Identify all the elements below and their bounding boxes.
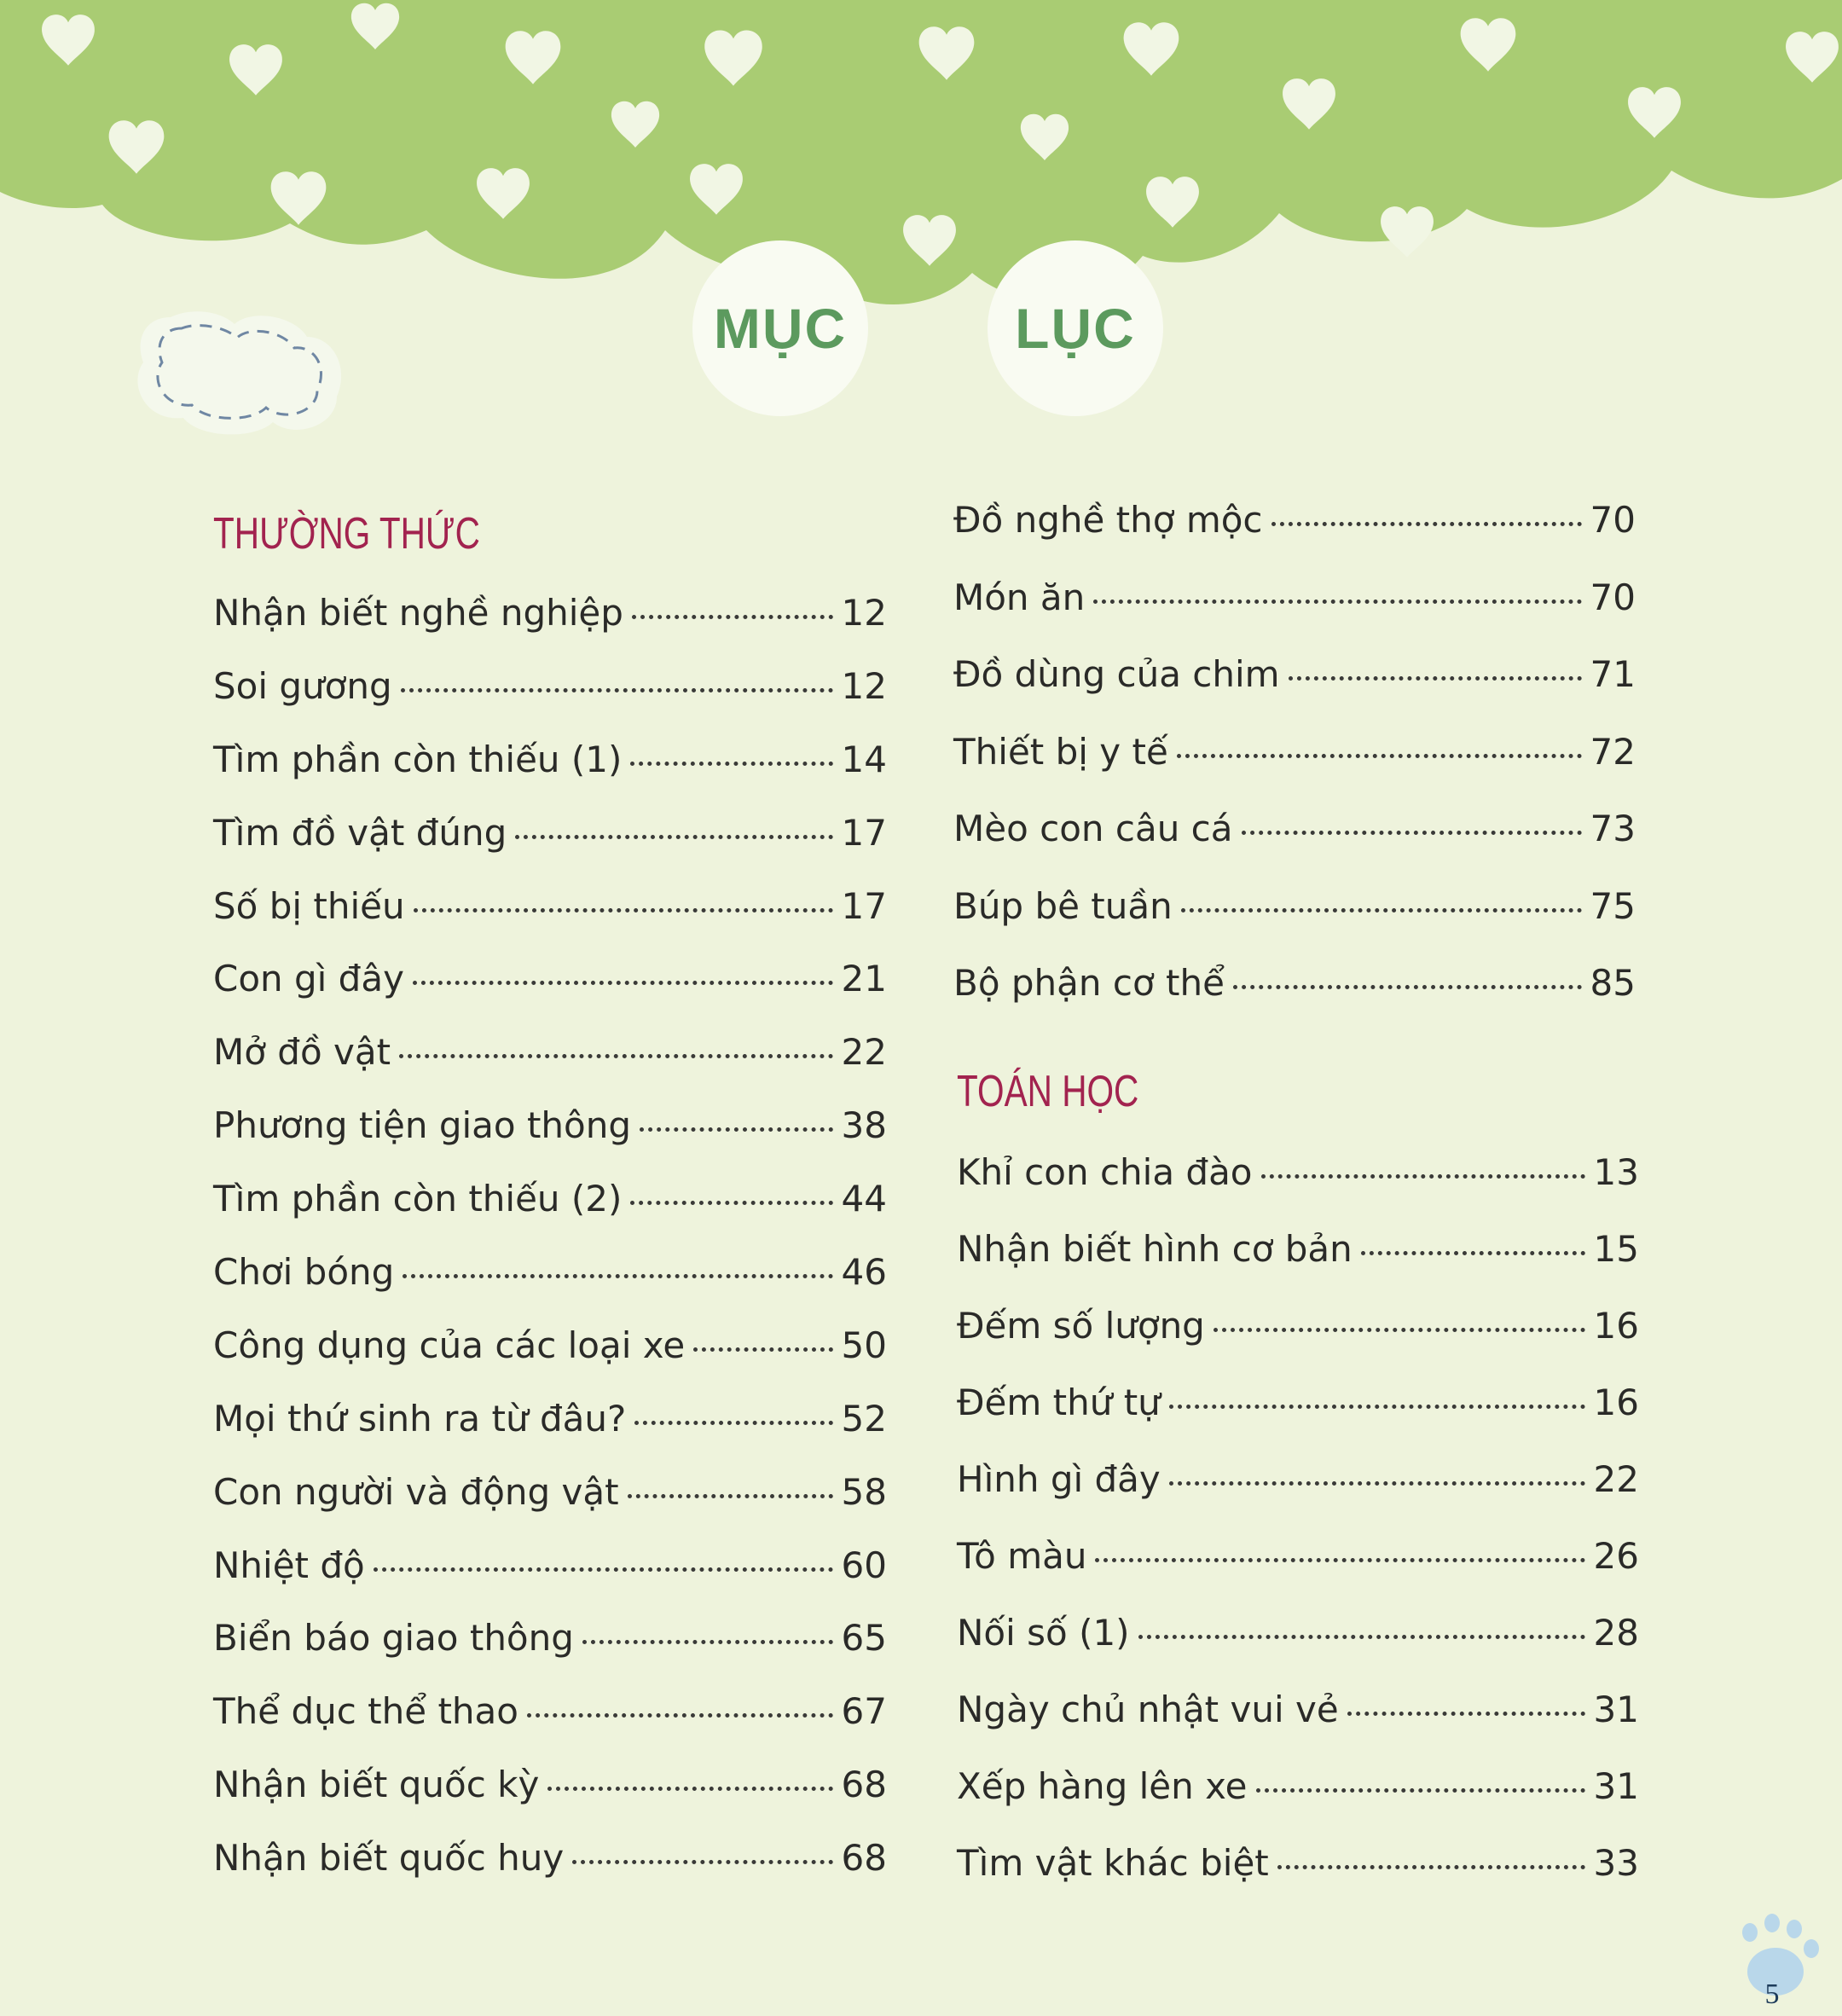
toc-entry-page: 75 [1590,884,1636,927]
toc-entry-page: 73 [1590,808,1636,849]
dot-leader [401,688,833,692]
toc-entry [213,1617,887,1690]
toc-entry-title: Nhận biết quốc huy [213,1837,565,1880]
toc-entry-page: 16 [1593,1305,1639,1347]
dot-leader [1093,600,1581,604]
toc-entry-page: 21 [841,958,887,1000]
toc-entry-title: Biển báo giao thông [213,1617,574,1660]
toc-entry-title: Soi gương [213,664,392,707]
toc-entry-page: 70 [1590,499,1636,541]
toc-entry-page: 71 [1590,653,1636,695]
dot-leader [630,1201,832,1205]
toc-entry-title: Ngày chủ nhật vui vẻ [957,1689,1339,1730]
toc-entry-page: 67 [841,1690,887,1733]
toc-entry [213,592,887,665]
toc-entry-page: 46 [841,1251,887,1294]
toc-entry-title: Món ăn [953,576,1086,618]
toc-entry-page: 22 [1593,1458,1639,1500]
toc-entry [953,962,1636,1040]
dot-leader [1233,985,1582,989]
title-part-2: LỤC [1015,297,1136,360]
toc-entry [953,885,1636,963]
toc-entry-page: 33 [1593,1842,1639,1884]
dot-leader [399,1054,832,1058]
toc-entry [957,1305,1639,1382]
toc-entry-title: Đếm số lượng [957,1305,1205,1347]
toc-entry [957,1689,1639,1765]
toc-entry-page: 58 [841,1470,887,1513]
toc-entry-page: 72 [1590,730,1636,773]
toc-entry-page: 26 [1593,1535,1639,1577]
toc-entry [213,1031,887,1104]
toc-entry [213,885,887,959]
toc-list-thuong-thuc-continued [953,499,1636,1040]
toc-entry [953,576,1636,654]
toc-entry [213,1471,887,1544]
dot-leader [1347,1712,1585,1716]
dot-leader [1271,522,1582,526]
toc-entry-page: 60 [841,1544,887,1586]
title-circle-luc [988,240,1163,416]
toc-entry-page: 13 [1593,1151,1639,1193]
dashed-cloud-icon [137,311,341,434]
toc-entry-page: 28 [1593,1612,1639,1654]
toc-list-toan-hoc [957,1151,1639,1919]
toc-entry-page: 85 [1590,962,1636,1004]
dot-leader [1256,1788,1585,1793]
dot-leader [628,1494,833,1498]
toc-entry [957,1382,1639,1458]
dot-leader [374,1567,833,1572]
toc-entry-page: 22 [841,1031,887,1074]
toc-entry-title: Tìm vật khác biệt [957,1842,1269,1884]
toc-entry-title: Chơi bóng [213,1251,395,1294]
dot-leader [634,1421,832,1425]
toc-entry [213,1251,887,1324]
toc-entry [953,808,1636,885]
toc-entry-page: 16 [1593,1382,1639,1423]
toc-entry-page: 15 [1593,1228,1639,1270]
dot-leader [572,1860,832,1864]
toc-entry [957,1842,1639,1919]
toc-entry-page: 12 [841,592,887,634]
toc-entry-title: Mèo con câu cá [953,808,1233,849]
dot-leader [1177,754,1582,758]
dot-leader [1361,1251,1585,1255]
toc-entry-title: Con người và động vật [213,1470,619,1513]
toc-entry-page: 65 [841,1617,887,1660]
toc-entry-title: Khỉ con chia đào [957,1151,1253,1193]
dot-leader [1261,1174,1585,1179]
toc-entry-page: 68 [841,1764,887,1806]
dot-leader [582,1640,833,1644]
toc-entry [213,1178,887,1251]
toc-entry [213,1690,887,1764]
toc-entry-title: Nhận biết quốc kỳ [213,1764,540,1806]
toc-entry [213,1544,887,1618]
toc-entry [213,1398,887,1471]
dot-leader [1138,1635,1585,1639]
toc-entry-page: 38 [841,1104,887,1147]
toc-entry [213,812,887,885]
toc-entry-title: Tìm phần còn thiếu (2) [213,1178,623,1220]
toc-entry-title: Thể dục thể thao [213,1690,518,1733]
toc-entry [213,739,887,812]
toc-entry-page: 31 [1593,1689,1639,1730]
toc-entry [957,1612,1639,1689]
toc-entry-page: 50 [841,1324,887,1366]
section-title-toan-hoc: TOÁN HỌC [957,1067,1139,1116]
toc-entry [213,1764,887,1837]
dot-leader [630,762,832,766]
toc-entry-title: Búp bê tuần [953,884,1173,927]
title-circle-muc [692,240,868,416]
toc-entry-title: Công dụng của các loại xe [213,1324,686,1366]
toc-entry-title: Bộ phận cơ thể [953,962,1225,1004]
dot-leader [403,1274,832,1278]
toc-entry-title: Thiết bị y tế [953,730,1168,773]
toc-entry-page: 17 [841,811,887,854]
toc-entry-page: 31 [1593,1765,1639,1807]
toc-entry-page: 12 [841,664,887,707]
toc-entry-title: Mọi thứ sinh ra từ đâu? [213,1397,627,1440]
toc-entry-title: Đồ dùng của chim [953,653,1280,695]
toc-entry-page: 17 [841,884,887,927]
toc-entry-title: Đếm thứ tự [957,1382,1161,1423]
toc-entry [213,665,887,739]
toc-entry-title: Con gì đây [213,958,404,1000]
toc-entry [957,1458,1639,1535]
toc-entry-page: 14 [841,738,887,780]
dot-leader [1181,908,1582,912]
toc-entry [213,1324,887,1398]
dot-leader [527,1713,833,1718]
toc-list-thuong-thuc [213,592,887,1910]
toc-entry [957,1228,1639,1305]
dot-leader [640,1127,833,1132]
toc-entry-title: Mở đồ vật [213,1031,391,1074]
toc-entry-title: Nhận biết hình cơ bản [957,1228,1353,1270]
dot-leader [1242,831,1582,835]
dot-leader [1214,1328,1585,1332]
dot-leader [1277,1865,1585,1869]
toc-entry [957,1151,1639,1228]
toc-entry-title: Đồ nghề thợ mộc [953,499,1263,541]
dot-leader [693,1347,832,1352]
toc-entry-page: 70 [1590,576,1636,618]
toc-entry [953,731,1636,808]
toc-entry [213,1104,887,1178]
toc-entry-page: 68 [841,1837,887,1880]
toc-entry-title: Tìm phần còn thiếu (1) [213,738,623,780]
section-title-thuong-thuc: THƯỜNG THỨC [213,509,480,559]
toc-entry-title: Hình gì đây [957,1458,1161,1500]
toc-entry-page: 44 [841,1178,887,1220]
toc-entry [213,1837,887,1910]
toc-entry-title: Nhận biết nghề nghiệp [213,592,623,634]
toc-entry-title: Xếp hàng lên xe [957,1765,1248,1807]
toc-entry [213,958,887,1031]
title-part-1: MỤC [713,297,848,360]
dot-leader [515,835,832,839]
dot-leader [413,981,833,985]
toc-entry [957,1765,1639,1842]
dot-leader [1169,1481,1585,1486]
toc-entry [957,1535,1639,1612]
toc-entry-title: Phương tiện giao thông [213,1104,632,1147]
dot-leader [547,1787,832,1791]
dot-leader [1095,1558,1584,1562]
toc-entry-title: Nhiệt độ [213,1544,365,1586]
toc-entry [953,653,1636,731]
dot-leader [414,908,833,912]
toc-entry-title: Nối số (1) [957,1612,1130,1654]
toc-entry-title: Số bị thiếu [213,884,405,927]
toc-entry-page: 52 [841,1397,887,1440]
dot-leader [1169,1405,1585,1409]
toc-entry-title: Tìm đồ vật đúng [213,811,507,854]
toc-entry [953,499,1636,576]
toc-entry-title: Tô màu [957,1535,1087,1577]
page-number: 5 [1764,1978,1780,2010]
dot-leader [1289,676,1582,681]
dot-leader [632,615,833,619]
